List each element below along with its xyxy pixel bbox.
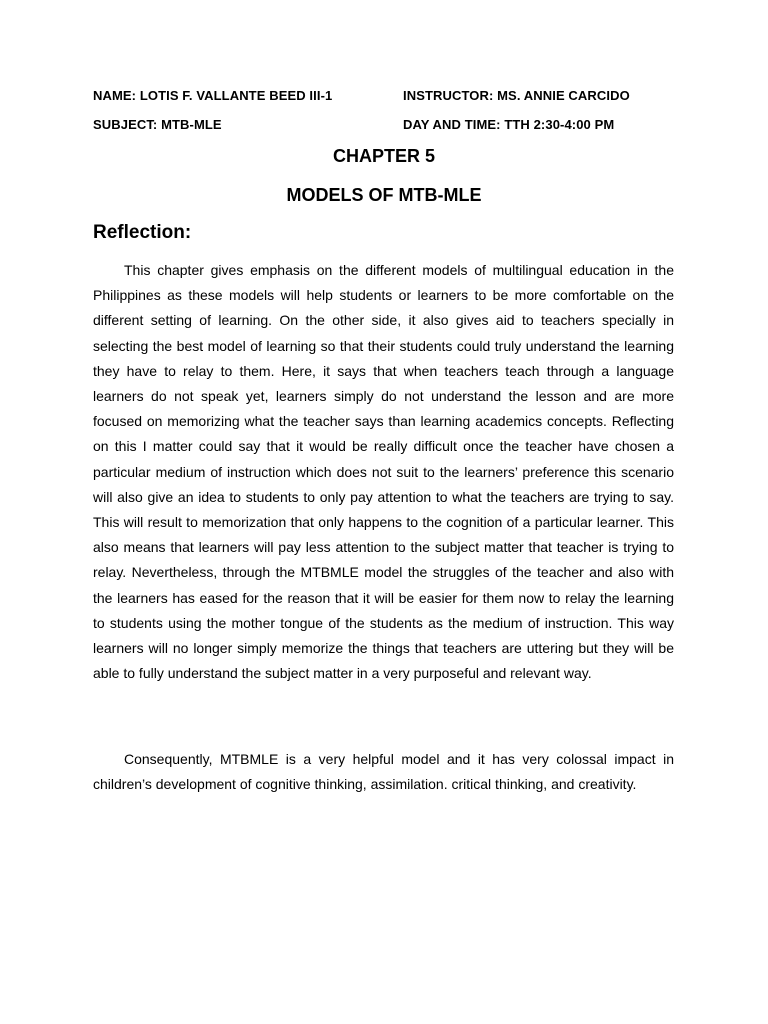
instructor-name: INSTRUCTOR: MS. ANNIE CARCIDO: [403, 88, 630, 103]
chapter-number: CHAPTER 5: [332, 146, 435, 166]
chapter-title: MODELS OF MTB-MLE: [286, 185, 482, 205]
section-heading: Reflection:: [93, 222, 192, 243]
reflection-paragraph-2: Consequently, MTBMLE is a very helpful model and it has very colossal impact in children’s development of cognitive thinking, assimilation. critical thinking, and creativity.: [93, 751, 674, 793]
reflection-paragraph-1: This chapter gives emphasis on the different models of multilingual education in the Philippines as these models will help students or learners to be more comfortable on the different setting of learning. On the other side, it also gives aid to teachers specially in selecting the best model of learning so that their students could truly understand the learning they have to relay to them. Here, it says that when teachers teach through a language learners do not speak yet, learners simply do not understand the lesson and are more focused on memorizing what the teacher says than learning academics concepts. Reflecting on this I matter could say that it would be really difficult once the teacher have chosen a particular medium of instruction which does not suit to the learners’ preference this scenario will also give an idea to students to only pay attention to what the teachers are trying to say. This will result to memorization that only happens to the cognition of a particular learner. This also means that learners will pay less attention to the subject matter that teacher is trying to relay. Nevertheless, through the MTBMLE model the struggles of the teacher and also with the learners has eased for the reason that it will be easier for them now to relay the learning to students using the mother tongue of the students as the medium of instruction. This way learners will no longer simply memorize the things that teachers are uttering but they will be able to fully understand the subject matter in a very purposeful and relevant way.: [93, 262, 674, 682]
header-row-name-instructor: [93, 88, 693, 103]
header-row-subject-time: [93, 117, 693, 132]
student-name: NAME: LOTIS F. VALLANTE BEED III-1: [93, 88, 333, 103]
subject: SUBJECT: MTB-MLE: [93, 117, 222, 132]
day-and-time: DAY AND TIME: TTH 2:30-4:00 PM: [403, 117, 615, 132]
